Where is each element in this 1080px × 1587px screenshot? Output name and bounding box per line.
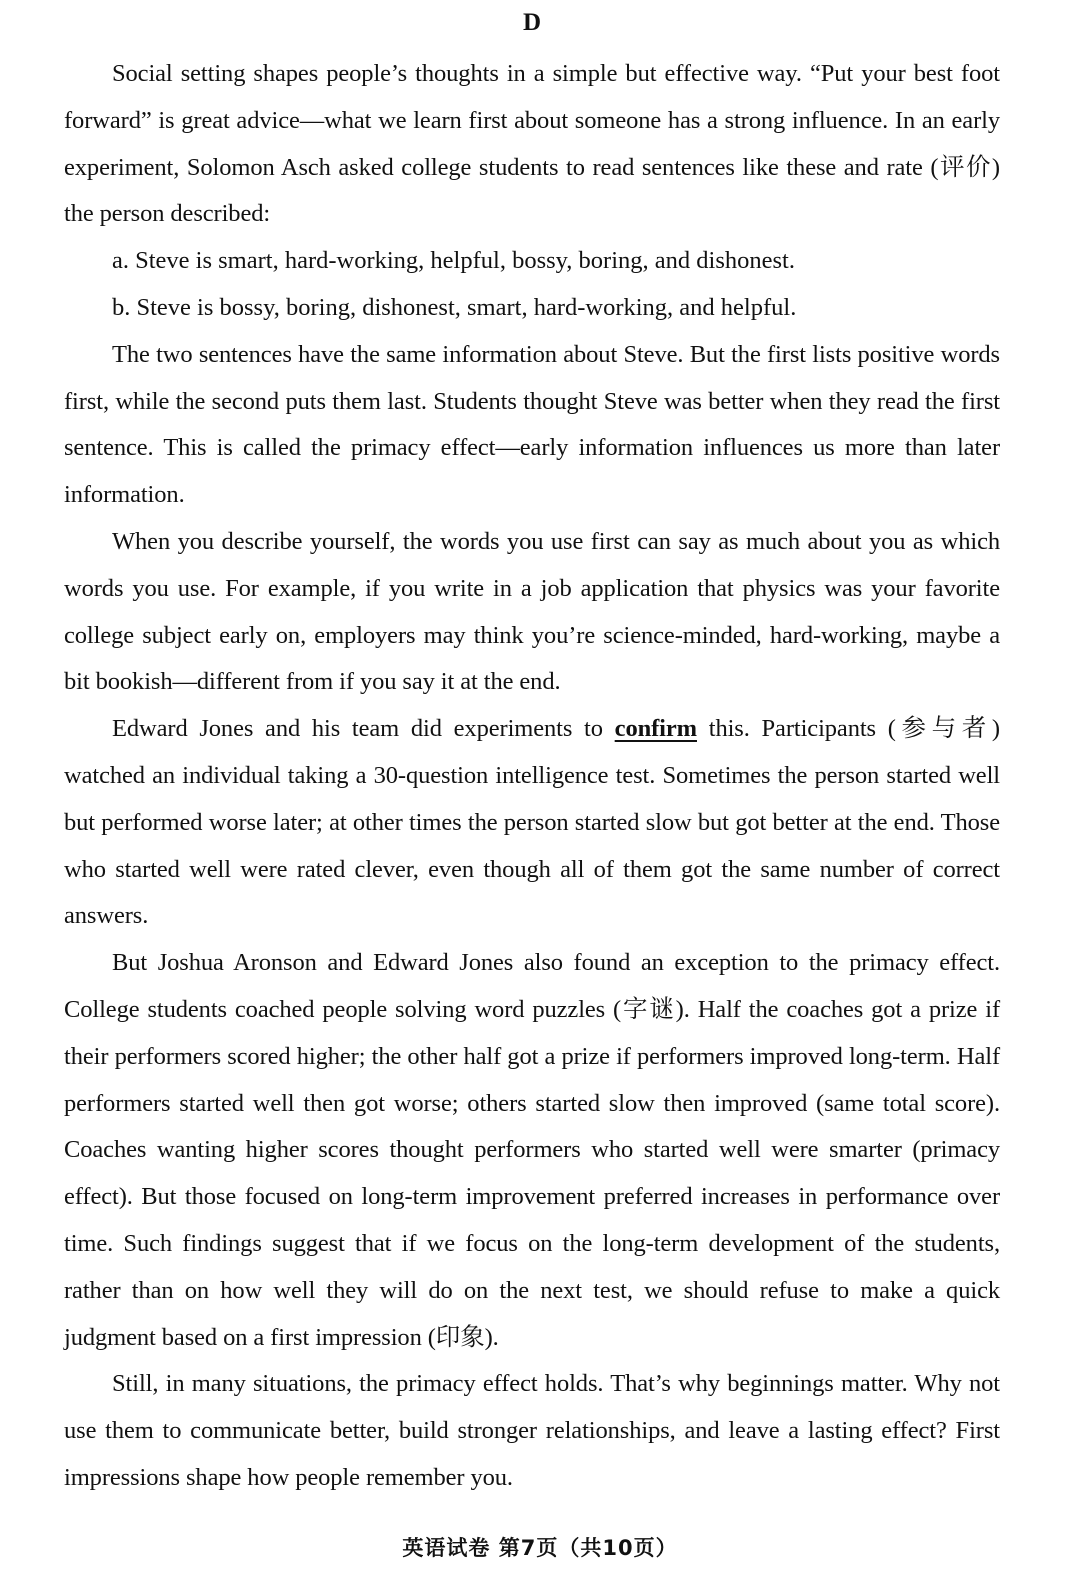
paragraph-4-end: this. Participants (参与者) watched an individual taking a 30-question intelligence test. Sometimes the person started well but performed worse later; at other times the person started slow but got better at the end. Those who started well were rated clever, even though all of them got the same number of correct answers.: [64, 715, 1000, 930]
paragraph-3: When you describe yourself, the words you use first can say as much about you as which words you use. For example, if you write in a job application that physics was your favorite college subject early on, employers may think you’re science-minded, hard-working, maybe a bit bookish—different from if you say it at the end.: [64, 527, 1000, 696]
example-sentence-a: a. Steve is smart, hard-working, helpful, bossy, boring, and dishonest.: [112, 247, 795, 275]
section-heading: D: [522, 9, 542, 36]
paragraph-6: Still, in many situations, the primacy effect holds. That’s why beginnings matter. Why not use them to communicate better, build stronger relationships, and leave a lasting effect? First impressions shape how people remember you.: [64, 1370, 1000, 1491]
paragraph-4-start: Edward Jones and his team did experiments to: [112, 715, 615, 743]
paragraph-1: Social setting shapes people’s thoughts in a simple but effective way. “Put your best foot forward” is great advice—what we learn first about someone has a strong influence. In an early experiment, Solomon Asch asked college students to read sentences like these and rate (评价) the person described:: [64, 60, 1000, 228]
paragraph-2: The two sentences have the same information about Steve. But the first lists positive words first, while the second puts them last. Students thought Steve was better when they read the first sentence. This is called the primacy effect—early information influences us more than later information.: [64, 340, 1000, 509]
paragraph-4: [64, 706, 1000, 940]
page-footer: 英语试卷 第7页（共10页）: [402, 1536, 678, 1560]
paragraph-5: But Joshua Aronson and Edward Jones also found an exception to the primacy effect. College students coached people solving word puzzles (字谜). Half the coaches got a prize if their performers scored higher; the other half got a prize if performers improved long-term. Half performers started well then got worse; others started slow then improved (same total score). Coaches wanting higher scores thought performers who started well were smarter (primacy effect). But those focused on long-term improvement preferred increases in performance over time. Such findings suggest that if we focus on the long-term development of the students, rather than on how well they will do on the next test, we should refuse to make a quick judgment based on a first impression (印象).: [64, 949, 1000, 1351]
example-sentence-b: b. Steve is bossy, boring, dishonest, smart, hard-working, and helpful.: [112, 293, 797, 321]
underlined-word: confirm: [614, 715, 697, 743]
